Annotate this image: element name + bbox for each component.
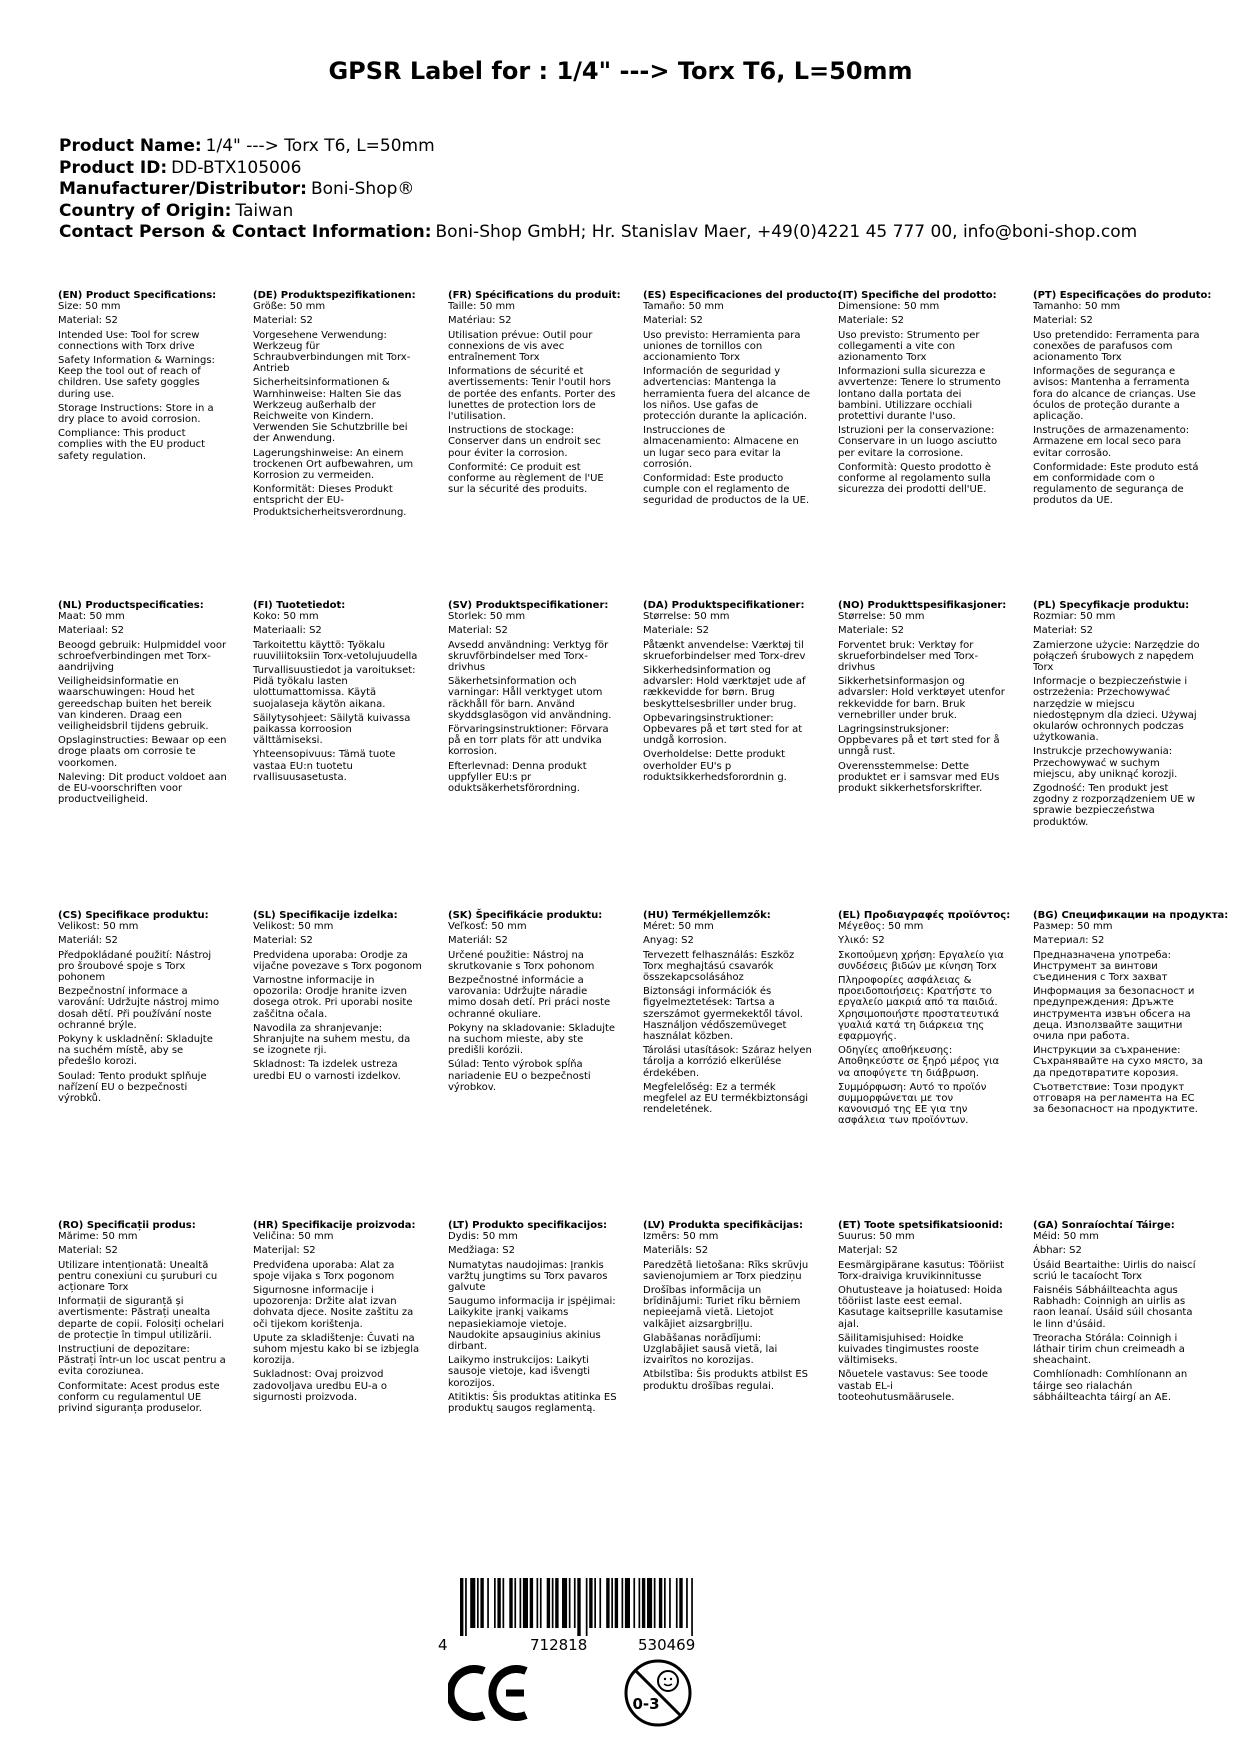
spec-line: Tamaño: 50 mm [643,301,724,313]
spec-line: Información de seguridad y advertencias: Mantenga la herramienta fuera del alcance de los niños. Use gafas de protección durante la aplicación. [643,366,810,423]
contact-value: Boni-Shop GmbH; Hr. Stanislav Maer, +49(0)4221 45 777 00, info@boni-shop.com [435,222,1138,242]
spec-line: Tárolási utasítások: Száraz helyen tárolja a korrózió elkerülése érdekében. [643,1045,812,1079]
barcode-bar [523,1578,528,1628]
spec-line: Comhlíonadh: Comhlíonann an táirge seo rialachán sábháilteachta táirgí an AE. [1033,1369,1188,1403]
spec-line: Πληροφορίες ασφάλειας & προειδοποιήσεις: Κρατήστε το εργαλείο μακριά από τα παιδιά. Χρησιμοποιήστε προστατευτικά γυαλιά κατά τη διάρκεια της εφαρμογής. [838,975,1000,1043]
spec-block [253,1220,423,1406]
spec-line: Saugumo informacija ir įspėjimai: Laikykite įrankį vaikams nepasiekiamoje vietoje. Naudokite apsauginius akinius dirbant. [448,1296,616,1353]
spec-block [448,600,618,797]
spec-line: Material: S2 [1033,315,1093,327]
product-id-row [59,158,1209,180]
spec-line: Velikost: 50 mm [253,921,334,933]
spec-line: Atbilstība: Šis produkts atbilst ES produktu drošības regulai. [643,1369,809,1392]
ce-mark [448,1663,534,1727]
spec-line: Uso pretendido: Ferramenta para conexões de parafusos com acionamento Torx [1033,329,1200,364]
spec-line: Dydis: 50 mm [448,1231,518,1243]
spec-line: Avsedd användning: Verktyg för skruvförbindelser med Torx-drivhus [448,639,609,674]
ce-mark-icon [448,1663,534,1723]
spec-heading: (LV) Produkta specifikācijas: [643,1220,803,1231]
spec-line: Pokyny na skladovanie: Skladujte na suchom mieste, aby ste predišli korózii. [448,1022,616,1057]
barcode-bar [639,1578,641,1628]
spec-line: Vorgesehene Verwendung: Werkzeug für Schraubverbindungen mit Torx-Antrieb [253,329,411,375]
spec-line: Instrucțiuni de depozitare: Păstrați într-un loc uscat pentru a evita coroziunea. [58,1344,226,1378]
page-title: GPSR Label for : 1/4" ---> Torx T6, L=50mm [328,57,913,85]
spec-line: Størrelse: 50 mm [643,611,730,623]
spec-heading: (DE) Produktspezifikationen: [253,290,416,301]
spec-block [838,290,1008,498]
contact-label: Contact Person & Contact Information: [59,222,432,242]
spec-heading: (HR) Specifikacije proizvoda: [253,1220,416,1231]
barcode-digit-group-right: 530469 [638,1636,696,1654]
spec-line: Nõuetele vastavus: See toode vastab EL-i tooteohutusmäärusele. [838,1369,989,1403]
spec-line: Οδηγίες αποθήκευσης: Αποθηκεύστε σε ξηρό μέρος για να αποφύγετε τη διάβρωση. [838,1045,1000,1079]
spec-line: Mărime: 50 mm [58,1231,138,1243]
spec-line: Υλικό: S2 [838,935,885,947]
spec-line: Soulad: Tento produkt splňuje nařízení EU o bezpečnosti výrobků. [58,1070,207,1105]
spec-line: Tamanho: 50 mm [1033,301,1121,313]
spec-heading: (NL) Productspecificaties: [58,600,204,611]
spec-line: Pokyny k uskladnění: Skladujte na suchém místě, aby se předešlo korozi. [58,1034,213,1068]
spec-line: Material: S2 [253,315,313,327]
spec-block [1033,910,1229,1118]
spec-heading: (GA) Sonraíochtaí Táirge: [1033,1220,1175,1231]
spec-line: Opbevaringsinstruktioner: Opbevares på et tørt sted for at undgå korrosion. [643,712,803,747]
spec-line: Maat: 50 mm [58,611,125,623]
spec-heading: (HU) Termékjellemzők: [643,910,771,921]
spec-line: Utilizare intenționată: Unealtă pentru conexiuni cu șuruburi cu acționare Torx [58,1259,218,1294]
spec-line: Určené použitie: Nástroj na skrutkovanie s Torx pohonom [448,949,595,972]
spec-line: Zgodność: Ten produkt jest zgodny z rozporządzeniem UE w sprawie bezpieczeństwa produktów. [1033,783,1196,828]
spec-line: Instruções de armazenamento: Armazene em local seco para evitar corrosão. [1033,425,1190,459]
spec-heading: (EL) Προδιαγραφές προϊόντος: [838,910,1011,921]
spec-block [1033,600,1203,831]
spec-line: Uso previsto: Herramienta para uniones de tornillos con accionamiento Torx [643,329,801,364]
spec-heading: (EN) Product Specifications: [58,290,217,301]
spec-heading: (FI) Tuotetiedot: [253,600,346,611]
spec-line: Materiale: S2 [643,625,710,637]
barcode-bar [465,1578,467,1636]
spec-line: Bezpečnostné informácie a varovania: Udržujte náradie mimo dosah detí. Pri práci noste ochranné okuliare. [448,975,611,1020]
spec-block [448,910,618,1096]
spec-line: Инструкции за съхранение: Съхранявайте на сухо място, за да предотвратите корозия. [1033,1045,1203,1079]
spec-line: Συμμόρφωση: Αυτό το προϊόν συμμορφώνεται με τον κανονισμό της ΕΕ για την ασφάλεια των προϊόντων. [838,1081,987,1127]
spec-line: Overensstemmelse: Dette produktet er i samsvar med EUs produkt sikkerhetsforskrifter. [838,760,1000,795]
spec-line: Material: S2 [58,1245,118,1257]
spec-heading: (FR) Spécifications du produit: [448,290,621,301]
spec-line: Intended Use: Tool for screw connections with Torx drive [58,329,200,352]
spec-line: Materiál: S2 [58,935,118,947]
spec-line: Материал: S2 [1033,935,1105,947]
spec-line: Material: S2 [643,315,703,327]
product-id-value: DD-BTX105006 [171,157,302,178]
spec-block [1033,1220,1203,1406]
spec-block [643,600,813,786]
spec-line: Storlek: 50 mm [448,611,526,623]
spec-line: Ábhar: S2 [1033,1245,1082,1257]
spec-heading: (SV) Produktspecifikationer: [448,600,609,611]
spec-line: Predvidena uporaba: Orodje za vijačne povezave s Torx pogonom [253,949,422,972]
spec-block [448,1220,618,1417]
barcode-bar [460,1578,463,1636]
spec-heading: (NO) Produkttspesifikasjoner: [838,600,1007,611]
spec-block [58,910,228,1107]
barcode-bar [679,1578,682,1628]
spec-heading: (BG) Спецификации на продукта: [1033,910,1229,921]
spec-line: Velikost: 50 mm [58,921,139,933]
manufacturer-row [59,179,1209,201]
spec-line: Turvallisuustiedot ja varoitukset: Pidä työkalu lasten ulottumattomissa. Käytä suojalaseja käytön aikana. [253,665,416,710]
spec-line: Paredzētā lietošana: Rīks skrūvju savienojumiem ar Torx piedziņu [643,1259,809,1282]
spec-line: Biztonsági információk és figyelmeztetések: Tartsa a szerszámot gyermekektől távol. Használjon védőszemüveget használat közben. [643,986,803,1043]
spec-line: Zamierzone użycie: Narzędzie do połączeń śrubowych z napędem Torx [1033,639,1200,674]
spec-line: Varnostne informacije in opozorila: Orodje hranite izven dosega otrok. Pri uporabi nosite zaščitna očala. [253,975,413,1020]
barcode-bar [494,1578,496,1628]
spec-line: Material: S2 [253,935,313,947]
product-id-label: Product ID: [59,157,168,178]
spec-line: Съответствие: Този продукт отговаря на регламента на ЕС за безопасност на продуктите. [1033,1081,1198,1116]
spec-heading: (SL) Specifikacije izdelka: [253,910,398,921]
barcode-bar [594,1578,596,1628]
spec-line: Informations de sécurité et avertissements: Tenir l'outil hors de portée des enfants. Porter des lunettes de protection lors de l'utilisation. [448,366,616,423]
spec-line: Skladnost: Ta izdelek ustreza uredbi EU o varnosti izdelkov. [253,1059,401,1082]
contact-row [59,222,1209,244]
barcode-digit-prefix: 4 [438,1636,448,1654]
spec-line: Opslaginstructies: Bewaar op een droge plaats om corrosie te voorkomen. [58,735,227,769]
barcode-bar [599,1578,601,1628]
barcode-bar [589,1578,592,1628]
spec-heading: (RO) Specificații produs: [58,1220,196,1231]
spec-line: Atitiktis: Šis produktas atitinka ES produktų saugos reglamentą. [448,1391,617,1415]
barcode-bar [615,1578,618,1628]
barcode-bar [586,1578,588,1636]
spec-line: Material: S2 [58,315,118,327]
spec-line: Glabāšanas norādījumi: Uzglabājiet sausā vietā, lai izvairītos no korozijas. [643,1332,778,1367]
barcode-bar [654,1578,656,1628]
ean-barcode [430,1578,750,1658]
spec-line: Säkerhetsinformation och varningar: Håll verktyget utom räckhåll för barn. Använd skyddsglasögon vid användning. [448,676,612,721]
spec-line: Laikymo instrukcijos: Laikyti sausoje vietoje, kad išvengti korozijos. [448,1355,591,1389]
spec-line: Súlad: Tento výrobok spĺňa nariadenie EU o bezpečnosti výrobkov. [448,1059,591,1093]
barcode-bar [509,1578,512,1628]
spec-line: Faisnéis Sábháilteachta agus Rabhadh: Coinnigh an uirlis as raon leanaí. Úsáid súil chosanta le linn d'úsáid. [1033,1285,1193,1330]
spec-line: Informazioni sulla sicurezza e avvertenze: Tenere lo strumento lontano dalla portata dei bambini. Utilizzare occhiali protettivi durante l'uso. [838,366,1001,423]
barcode-bar [480,1578,483,1628]
spec-line: Předpokládané použití: Nástroj pro šroubové spoje s Torx pohonem [58,949,212,984]
country-row [59,201,1209,223]
spec-line: Sukladnost: Ovaj proizvod zadovoljava uredbu EU-a o sigurnosti proizvoda. [253,1369,388,1403]
spec-line: Conformité: Ce produit est conforme au règlement de l'UE sur la sécurité des produits. [448,461,604,496]
spec-block [643,290,842,510]
spec-block [643,910,813,1118]
spec-block [58,290,228,465]
barcode-bar [647,1578,652,1628]
barcode-bar [574,1578,576,1628]
spec-line: Informações de segurança e avisos: Mantenha a ferramenta fora do alcance de crianças. Use óculos de proteção durante a aplicação. [1033,366,1196,423]
spec-line: Veiligheidsinformatie en waarschuwingen: Houd het gereedschap buiten het bereik van kinderen. Draag een veiligheidsbril tijdens gebruik. [58,676,212,733]
barcode-bar [477,1578,479,1628]
spec-line: Izmērs: 50 mm [643,1231,719,1243]
spec-line: Materiāls: S2 [643,1245,709,1257]
spec-line: Tarkoitettu käyttö: Työkalu ruuviliitoksiin Torx-vetolujuudella [253,639,418,662]
country-value: Taiwan [235,200,294,221]
spec-block [253,910,423,1085]
spec-line: Conformità: Questo prodotto è conforme al regolamento sulla sicurezza dei prodotti dell'UE. [838,461,992,496]
spec-line: Μέγεθος: 50 mm [838,921,924,933]
spec-heading: (LT) Produkto specifikacijos: [448,1220,608,1231]
spec-line: Eesmärgipärane kasutus: Tööriist Torx-draiviga kruvikinnitusse [838,1259,1005,1282]
manufacturer-label: Manufacturer/Distributor: [59,179,307,199]
spec-line: Conformidade: Este produto está em conformidade com o regulamento de segurança de produtos da UE. [1033,461,1199,507]
spec-heading: (SK) Špecifikácie produktu: [448,910,603,921]
spec-line: Информация за безопасност и предупреждения: Дръжте инструмента извън обсега на деца. Използвайте защитни очила при работа. [1033,986,1195,1043]
spec-line: Efterlevnad: Denna produkt uppfyller EU:s pr oduktsäkerhetsförordning. [448,760,587,795]
spec-line: Sigurnosne informacije i upozorenja: Držite alat izvan dohvata djece. Nosite zaštitu za oči tijekom korištenja. [253,1285,414,1330]
spec-line: Naleving: Dit product voldoet aan de EU-voorschriften voor productveiligheid. [58,771,227,806]
barcode-bar [606,1578,609,1628]
spec-line: Medžiaga: S2 [448,1245,516,1257]
spec-line: Lagringsinstruksjoner: Oppbevares på et tørt sted for å unngå rust. [838,724,1000,758]
spec-line: Uso previsto: Strumento per collegamenti a vite con azionamento Torx [838,329,980,364]
spec-line: Informacje o bezpieczeństwie i ostrzeżenia: Przechowywać narzędzie w miejscu niedostępnym dla dzieci. Używaj okularów ochronnych podczas użytkowania. [1033,676,1197,744]
spec-line: Suurus: 50 mm [838,1231,915,1243]
spec-line: Istruzioni per la conservazione: Conservare in un luogo asciutto per evitare la corrosione. [838,425,998,459]
spec-block [253,600,423,786]
spec-line: Conformidad: Este producto cumple con el reglamento de seguridad de productos de la UE. [643,473,810,507]
barcode-bar [555,1578,558,1628]
barcode-bar [547,1578,550,1628]
barcode-bars [460,1578,740,1636]
spec-line: Предназначена употреба: Инструмент за винтови съединения с Torx захват [1033,949,1172,984]
spec-line: Dimensione: 50 mm [838,301,940,313]
country-label: Country of Origin: [59,200,232,221]
spec-heading: (DA) Produktspecifikationer: [643,600,805,611]
spec-line: Beoogd gebruik: Hulpmiddel voor schroefverbindingen met Torx-aandrijving [58,639,227,674]
spec-line: Lagerungshinweise: An einem trockenen Ort aufbewahren, um Korrosion zu vermeiden. [253,447,414,482]
spec-line: Размер: 50 mm [1033,921,1113,933]
barcode-bar [520,1578,522,1628]
barcode-bar [503,1578,505,1628]
spec-line: Úsáid Beartaithe: Uirlis do naiscí scriú le tacaíocht Torx [1033,1259,1196,1282]
spec-line: Materiaali: S2 [253,625,322,637]
spec-line: Materiale: S2 [838,625,905,637]
spec-line: Größe: 50 mm [253,301,326,313]
barcode-bar [497,1578,500,1628]
spec-line: Veľkosť: 50 mm [448,921,527,933]
spec-heading: (ES) Especificaciones del producto: [643,290,842,301]
barcode-bar [552,1578,554,1628]
barcode-bar [664,1578,666,1628]
product-name-value: 1/4" ---> Torx T6, L=50mm [205,136,435,156]
barcode-bar [530,1578,533,1628]
spec-line: Taille: 50 mm [448,301,516,313]
spec-line: Material: S2 [448,625,508,637]
spec-line: Navodila za shranjevanje: Shranjujte na suhem mestu, da se izognete rji. [253,1022,411,1057]
barcode-bar [676,1578,678,1628]
spec-block [58,1220,228,1417]
spec-line: Sikkerhetsinformasjon og advarsler: Hold verktøyet utenfor rekkevidde for barn. Bruk vernebriller under bruk. [838,676,1005,721]
spec-line: Størrelse: 50 mm [838,611,925,623]
barcode-bar [625,1578,630,1628]
age-warning [622,1657,694,1733]
barcode-bar [633,1578,635,1628]
not-for-children-under-3-icon [622,1657,694,1729]
spec-line: Anyag: S2 [643,935,694,947]
spec-line: Materiál: S2 [448,935,508,947]
spec-line: Méid: 50 mm [1033,1231,1099,1243]
spec-line: Upute za skladištenje: Čuvati na suhom mjestu kako bi se izbjegla korozija. [253,1332,420,1367]
barcode-bar [659,1578,662,1628]
spec-line: Förvaringsinstruktioner: Förvara på en torr plats för att undvika korrosion. [448,724,609,758]
spec-line: Tervezett felhasználás: Eszköz Torx meghajtású csavarók összekapcsolásához [643,949,795,984]
spec-line: Konformität: Dieses Produkt entspricht der EU-Produktsicherheitsverordnung. [253,484,407,518]
spec-heading: (IT) Specifiche del prodotto: [838,290,997,301]
spec-line: Yhteensopivuus: Tämä tuote vastaa EU:n tuotetu rvallisuusasetusta. [253,749,396,783]
spec-block [253,290,423,521]
spec-line: Treoracha Stórála: Coinnigh i láthair tirim chun creimeadh a sheachaint. [1033,1332,1185,1367]
barcode-bar [686,1578,688,1628]
spec-line: Ohutusteave ja hoiatused: Hoida tööriist laste eest eemal. Kasutage kaitseprille kasutamise ajal. [838,1285,1003,1330]
spec-line: Matériau: S2 [448,315,512,327]
spec-line: Drošības informācija un brīdinājumi: Turiet rīku bērniem nepieejamā vietā. Lietojot valkājiet aizsargbriļļu. [643,1285,801,1330]
spec-line: Bezpečnostní informace a varování: Udržujte nástroj mimo dosah dětí. Při používání noste ochranné brýle. [58,986,220,1031]
spec-block [58,600,228,808]
spec-line: Säilitamisjuhised: Hoidke kuivades tingimustes rooste vältimiseks. [838,1332,979,1367]
spec-line: Conformitate: Acest produs este conform cu regulamentul UE privind siguranța produselor. [58,1380,220,1415]
spec-line: Safety Information & Warnings: Keep the tool out of reach of children. Use safety goggles during use. [58,355,215,400]
spec-line: Koko: 50 mm [253,611,319,623]
spec-block [838,600,1008,797]
spec-line: Overholdelse: Dette produkt overholder EU's p roduktsikkerhedsforordnin g. [643,749,787,783]
spec-line: Säilytysohjeet: Säilytä kuivassa paikassa korroosion välttämiseksi. [253,712,411,747]
barcode-bar [669,1578,671,1628]
barcode-bar [577,1578,580,1636]
spec-line: Predviđena uporaba: Alat za spoje vijaka s Torx pogonom [253,1259,395,1282]
spec-line: Påtænkt anvendelse: Værktøj til skrueforbindelser med Torx-drev [643,639,806,662]
spec-line: Sicherheitsinformationen & Warnhinweise: Halten Sie das Werkzeug außerhalb der Reichweite von Kindern. Verwenden Sie Schutzbrille bei der Anwendung. [253,377,408,445]
spec-line: Materiale: S2 [838,315,905,327]
spec-line: Materijal: S2 [253,1245,316,1257]
spec-block [838,910,1011,1130]
barcode-bar [487,1578,489,1628]
barcode-bar [642,1578,645,1628]
spec-line: Méret: 50 mm [643,921,714,933]
barcode-bar [514,1578,516,1628]
barcode-bar [540,1578,542,1628]
spec-block [643,1220,813,1395]
spec-line: Instructions de stockage: Conserver dans un endroit sec pour éviter la corrosion. [448,425,601,459]
spec-heading: (PT) Especificações do produto: [1033,290,1212,301]
spec-block [838,1220,1008,1406]
spec-block [448,290,621,498]
spec-line: Rozmiar: 50 mm [1033,611,1116,623]
barcode-bar [470,1578,475,1628]
spec-line: Instrucciones de almacenamiento: Almacene en un lugar seco para evitar la corrosión. [643,425,799,470]
age-warning-label: 0-3 [632,1695,660,1713]
barcode-bar [569,1578,571,1628]
spec-line: Materiaal: S2 [58,625,125,637]
spec-line: Compliance: This product complies with the EU product safety regulation. [58,428,206,462]
spec-line: Numatytas naudojimas: Įrankis varžtų jungtims su Torx pavaros galvute [448,1259,608,1294]
barcode-bar [611,1578,613,1628]
spec-block [1033,290,1212,510]
barcode-bar [537,1578,539,1628]
product-info [59,136,1209,244]
barcode-digit-group-left: 712818 [530,1636,588,1654]
barcode-bar [562,1578,567,1628]
manufacturer-value: Boni-Shop® [310,179,415,199]
spec-line: Materjal: S2 [838,1245,898,1257]
spec-line: Storage Instructions: Store in a dry place to avoid corrosion. [58,402,214,426]
barcode-bar [622,1578,624,1628]
spec-line: Informații de siguranță și avertismente: Păstrați unealta departe de copii. Folosiți ochelari de protecție în timpul utilizării. [58,1296,225,1341]
product-name-label: Product Name: [59,136,202,156]
spec-heading: (PL) Specyfikacje produktu: [1033,600,1190,611]
spec-heading: (ET) Toote spetsifikatsioonid: [838,1220,1004,1231]
spec-line: Σκοπούμενη χρήση: Εργαλείο για συνδέσεις βιδών με κίνηση Torx [838,949,1004,972]
spec-line: Megfelelőség: Ez a termék megfelel az EU termékbiztonsági rendeletének. [643,1081,809,1116]
spec-line: Veličina: 50 mm [253,1231,334,1243]
spec-line: Size: 50 mm [58,301,121,313]
spec-line: Materiał: S2 [1033,625,1093,637]
product-name-row [59,136,1209,158]
spec-heading: (CS) Specifikace produktu: [58,910,209,921]
barcode-bar [691,1578,693,1636]
spec-line: Forventet bruk: Verktøy for skrueforbindelser med Torx-drivhus [838,639,979,674]
spec-line: Sikkerhedsinformation og advarsler: Hold værktøjet ude af rækkevidde for børn. Brug beskyttelsesbriller under brug. [643,665,806,710]
spec-line: Instrukcje przechowywania: Przechowywać w suchym miejscu, aby uniknąć korozji. [1033,746,1178,780]
spec-line: Utilisation prévue: Outil pour connexions de vis avec entraînement Torx [448,329,593,364]
